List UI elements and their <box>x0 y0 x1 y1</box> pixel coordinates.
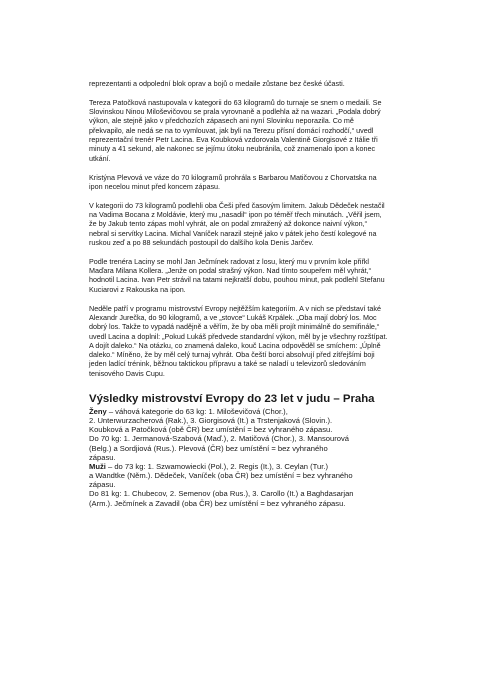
results-women <box>89 407 424 462</box>
document-body <box>89 79 424 508</box>
paragraph: Tereza Patočková nastupovala v kategorii do 63 kilogramů do turnaje se snem o medaili. Se Slovinskou Ninou Miloševičovou se prala vyrovnaně a podlehla až na wazari. „Podala dobrý výkon, ale stejně jako v předchozích zápasech ani nyní Slovinku neporazila. Co mě překvapilo, ale nedá se na to vymlouvat, jak byli na Terezu přísní domácí rozhodčí,“ uvedl reprezentační trenér Petr Lacina. Eva Koubková vzdorovala Valentině Giorgisové z Itálie tři minuty a 41 sekund, ale nakonec se jejímu útoku neubránila, což znamenalo ipon a konec utkání. <box>89 97 382 163</box>
paragraph: reprezentanti a odpolední blok oprav a bojů o medaile zůstane bez české účasti. <box>89 79 345 88</box>
results-men <box>89 462 424 508</box>
paragraph: V kategorii do 73 kilogramů podlehli oba Češi před časovým limitem. Jakub Dědeček nestačil na Vadima Bocana z Moldávie, který mu „nasadil“ ipon po téměř třech minutách. „Věřil jsem, že by Jakub tento zápas mohl vyhrát, ale on podal zmražený až dokonce naivní výkon,“ nebral si servítky Lacina. Michal Vaníček narazil stejně jako v pátek jeho čestí kolegové na ruskou zeď a po 88 sekundách postoupil do dalšího kola Denis Jarčev. <box>89 200 385 247</box>
paragraph: Neděle patří v programu mistrovství Evropy nejtěžším kategoriím. A v nich se představí také Alexandr Jurečka, do 90 kilogramů, a ve „stovce“ Lukáš Krpálek. „Oba mají dobrý los. Moc dobrý los. Takže to vypadá nadějně a věřím, že by oba měli projít minimálně do semifinále,“ uvedl Lacina a doplnil: „Pokud Lukáš předvede standardní výkon, měl by je všechny rozštípat. A dojít daleko.“ Na otázku, co znamená daleko, kouč Lacina odpověděl se smíchem: „Úplně daleko.“ Míněno, že by měl celý turnaj vyhrát. Oba čeští borci absolvují před zítřejšími boji jeden ladící trénink, běžnou taktickou přípravu a také se naladí u televizorů sledováním tenisového Davis Cupu. <box>89 303 388 378</box>
men-label: Muži <box>89 461 106 471</box>
women-label: Ženy <box>89 406 107 416</box>
paragraph: Kristýna Plevová ve váze do 70 kilogramů prohrála s Barbarou Matičovou z Chorvatska na ipon necelou minut před koncem zápasu. <box>89 172 377 191</box>
men-results-text: – do 73 kg: 1. Szwamowiecki (Pol.), 2. Regis (It.), 3. Ceylan (Tur.) a Wandtke (Něm.). Dědeček, Vaníček (oba ČR) bez umístění = bez vyhraného zápasu. Do 81 kg: 1. Chubecov, 2. Semenov (oba Rus.), 3. Carollo (It.) a Baghdasarjan (Arm.). Ječmínek a Zavadil (oba ČR) bez umístění = bez vyhraného zápasu. <box>89 461 354 508</box>
paragraph: Podle trenéra Laciny se mohl Jan Ječmínek radovat z losu, který mu v prvním kole přiřkl Maďara Milana Kollera. „Jenže on podal strašný výkon. Nad tímto soupeřem měl vyhrát,“ hodnotil Lacina. Ivan Petr strávil na tatami nejkratší dobu, pouhou minut, pak podlehl Stefanu Kuciarovi z Rakouska na ipon. <box>89 256 385 294</box>
women-results-text: – váhová kategorie do 63 kg: 1. Miloševičová (Chor.), 2. Unterwurzacherová (Rak.), 3. Giorgisová (It.) a Trstenjaková (Slovin.). Koubková a Patočková (obě ČR) bez umístění = bez vyhraného zápasu. Do 70 kg: 1. Jermanová-Szabová (Maď.), 2. Matičová (Chor.), 3. Mansourová (Belg.) a Sordjiová (Rus.). Plevová (ČR) bez umístění = bez vyhraného zápasu. <box>89 406 350 462</box>
results-title: Výsledky mistrovství Evropy do 23 let v judu – Praha <box>89 392 375 405</box>
